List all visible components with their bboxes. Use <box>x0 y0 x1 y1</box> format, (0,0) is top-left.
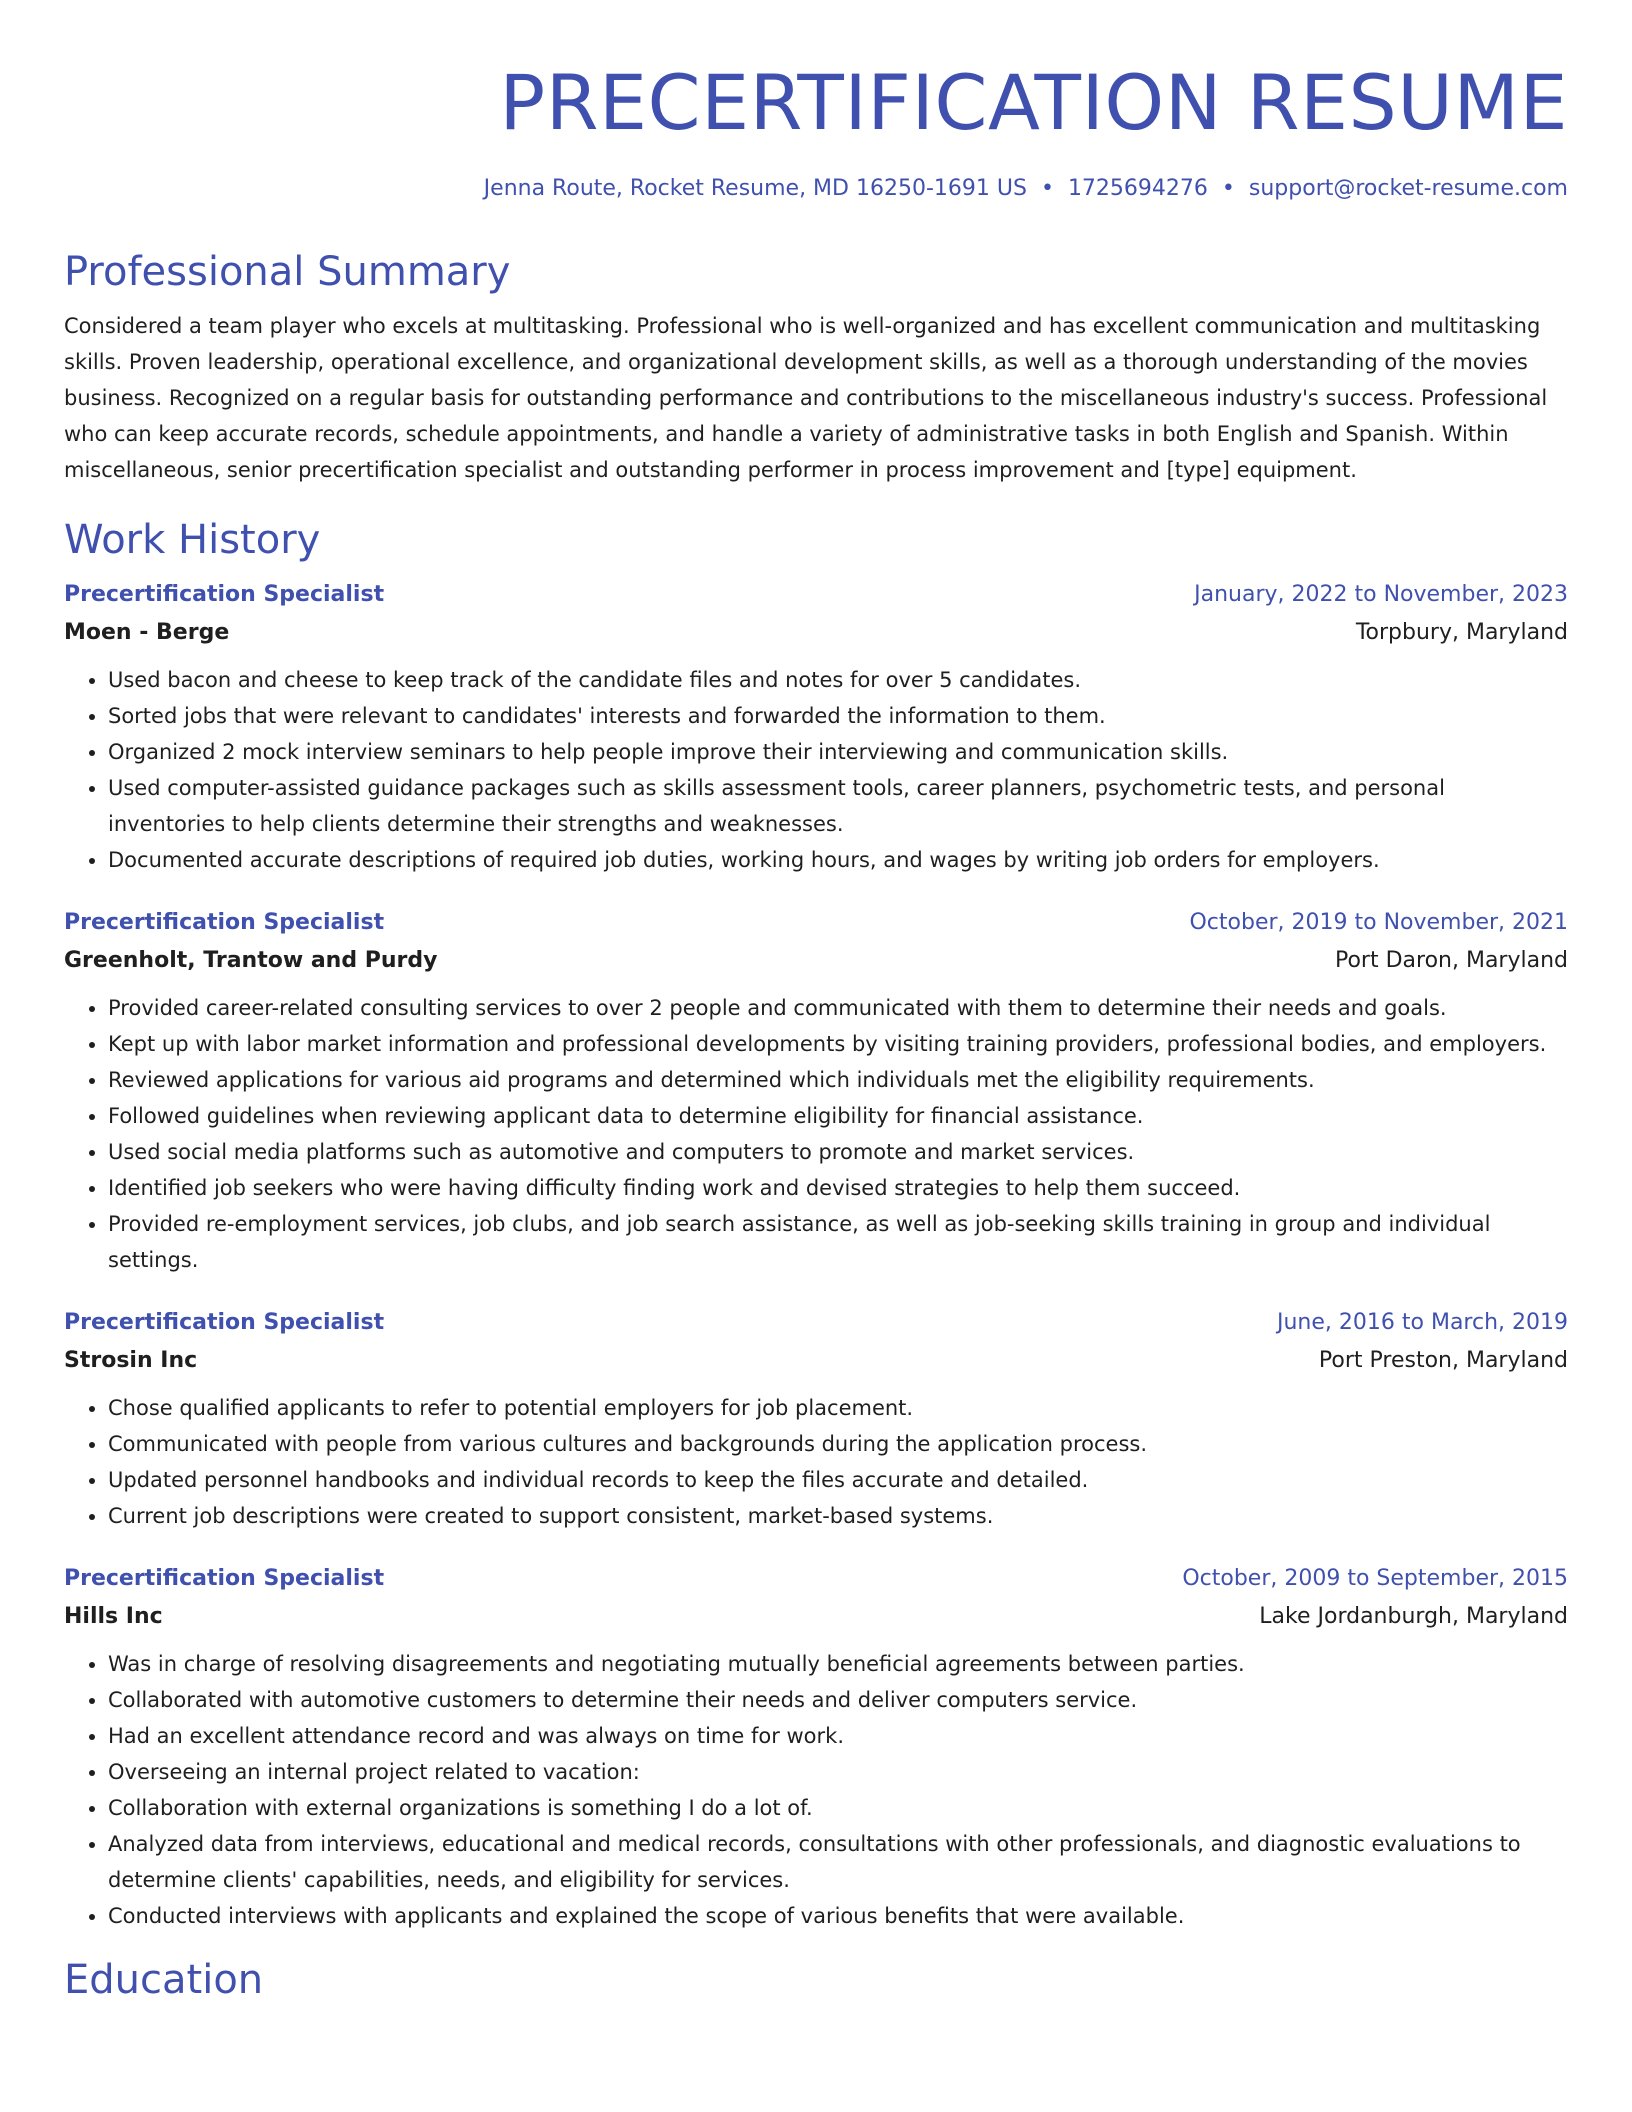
job-dates: January, 2022 to November, 2023 <box>1194 582 1568 607</box>
job-company-row <box>64 1598 1568 1636</box>
job-bullet: • Was in charge of resolving disagreements and negotiating mutually beneficial agreements between parties. <box>108 1646 1568 1682</box>
job-bullet: • Collaborated with automotive customers to determine their needs and deliver computers service. <box>108 1682 1568 1718</box>
job-bullet-list <box>64 990 1568 1278</box>
professional-summary-section <box>64 248 1568 488</box>
contact-separator: • <box>1221 176 1235 201</box>
job-bullet-list <box>64 662 1568 878</box>
job-bullet: • Followed guidelines when reviewing applicant data to determine eligibility for financial assistance. <box>108 1098 1568 1134</box>
job-bullet: • Kept up with labor market information and professional developments by visiting training providers, professional bodies, and employers. <box>108 1026 1568 1062</box>
job-bullet: • Used social media platforms such as automotive and computers to promote and market services. <box>108 1134 1568 1170</box>
job-entry <box>64 904 1568 1278</box>
job-company-row <box>64 942 1568 980</box>
contact-address: Jenna Route, Rocket Resume, MD 16250-1691 US <box>483 176 1027 201</box>
job-header-row <box>64 1560 1568 1598</box>
job-header-row <box>64 1304 1568 1342</box>
contact-phone: 1725694276 <box>1067 176 1208 201</box>
job-company-row <box>64 614 1568 652</box>
job-header-row <box>64 904 1568 942</box>
section-heading-work-history: Work History <box>64 517 321 563</box>
job-bullet: • Reviewed applications for various aid programs and determined which individuals met the eligibility requirements. <box>108 1062 1568 1098</box>
job-bullet: • Identified job seekers who were having difficulty finding work and devised strategies to help them succeed. <box>108 1170 1568 1206</box>
job-company: Greenholt, Trantow and Purdy <box>64 948 438 973</box>
education-section <box>64 1956 1568 2004</box>
job-entry <box>64 1560 1568 1934</box>
job-bullet: • Had an excellent attendance record and was always on time for work. <box>108 1718 1568 1754</box>
job-location: Port Daron, Maryland <box>1334 948 1568 973</box>
job-bullet: • Communicated with people from various cultures and backgrounds during the application process. <box>108 1426 1568 1462</box>
job-bullet-list <box>64 1646 1568 1934</box>
contact-separator: • <box>1040 176 1054 201</box>
job-company: Hills Inc <box>64 1604 163 1629</box>
job-bullet: • Overseeing an internal project related to vacation: <box>108 1754 1568 1790</box>
job-header-row <box>64 576 1568 614</box>
job-bullet: • Current job descriptions were created to support consistent, market-based systems. <box>108 1498 1568 1534</box>
summary-text: Considered a team player who excels at multitasking. Professional who is well-organized and has excellent communication and multitasking skills. Proven leadership, operational excellence, and organizational development skills, as well as a thorough understanding of the movies business. Recognized on a regular basis for outstanding performance and contributions to the miscellaneous industry's success. Professional who can keep accurate records, schedule appointments, and handle a variety of administrative tasks in both English and Spanish. Within miscellaneous, senior precertification specialist and outstanding performer in process improvement and [type] equipment. <box>64 314 1548 482</box>
job-dates: October, 2019 to November, 2021 <box>1189 910 1568 935</box>
job-bullet-list <box>64 1390 1568 1534</box>
job-company: Moen - Berge <box>64 620 230 645</box>
work-history-section <box>64 516 1568 1934</box>
job-bullet: • Analyzed data from interviews, educational and medical records, consultations with other professionals, and diagnostic evaluations to determine clients' capabilities, needs, and eligibility for services. <box>108 1826 1568 1898</box>
job-bullet: • Conducted interviews with applicants and explained the scope of various benefits that were available. <box>108 1898 1568 1934</box>
job-bullet: • Organized 2 mock interview seminars to help people improve their interviewing and communication skills. <box>108 734 1568 770</box>
job-dates: June, 2016 to March, 2019 <box>1277 1310 1568 1335</box>
job-bullet: • Sorted jobs that were relevant to candidates' interests and forwarded the information to them. <box>108 698 1568 734</box>
section-heading-education: Education <box>64 1957 264 2003</box>
section-heading-summary: Professional Summary <box>64 249 511 295</box>
job-title: Precertification Specialist <box>64 582 385 607</box>
job-bullet: • Used computer-assisted guidance packages such as skills assessment tools, career planners, psychometric tests, and personal inventories to help clients determine their strengths and weaknesses. <box>108 770 1568 842</box>
job-bullet: • Provided re-employment services, job clubs, and job search assistance, as well as job-seeking skills training in group and individual settings. <box>108 1206 1568 1278</box>
contact-email: support@rocket-resume.com <box>1248 176 1568 201</box>
job-company: Strosin Inc <box>64 1348 198 1373</box>
job-location: Port Preston, Maryland <box>1318 1348 1568 1373</box>
job-entry <box>64 576 1568 878</box>
job-title: Precertification Specialist <box>64 1310 385 1335</box>
job-entry <box>64 1304 1568 1534</box>
job-location: Lake Jordanburgh, Maryland <box>1259 1604 1568 1629</box>
job-bullet: • Updated personnel handbooks and individual records to keep the files accurate and detailed. <box>108 1462 1568 1498</box>
job-company-row <box>64 1342 1568 1380</box>
resume-title: PRECERTIFICATION RESUME <box>499 58 1568 147</box>
job-bullet: • Collaboration with external organizations is something I do a lot of. <box>108 1790 1568 1826</box>
contact-line <box>64 174 1568 204</box>
job-location: Torpbury, Maryland <box>1355 620 1568 645</box>
job-title: Precertification Specialist <box>64 910 385 935</box>
job-title: Precertification Specialist <box>64 1566 385 1591</box>
job-bullet: • Documented accurate descriptions of required job duties, working hours, and wages by writing job orders for employers. <box>108 842 1568 878</box>
job-bullet: • Chose qualified applicants to refer to potential employers for job placement. <box>108 1390 1568 1426</box>
job-dates: October, 2009 to September, 2015 <box>1182 1566 1568 1591</box>
job-bullet: • Provided career-related consulting services to over 2 people and communicated with them to determine their needs and goals. <box>108 990 1568 1026</box>
job-bullet: • Used bacon and cheese to keep track of the candidate files and notes for over 5 candidates. <box>108 662 1568 698</box>
